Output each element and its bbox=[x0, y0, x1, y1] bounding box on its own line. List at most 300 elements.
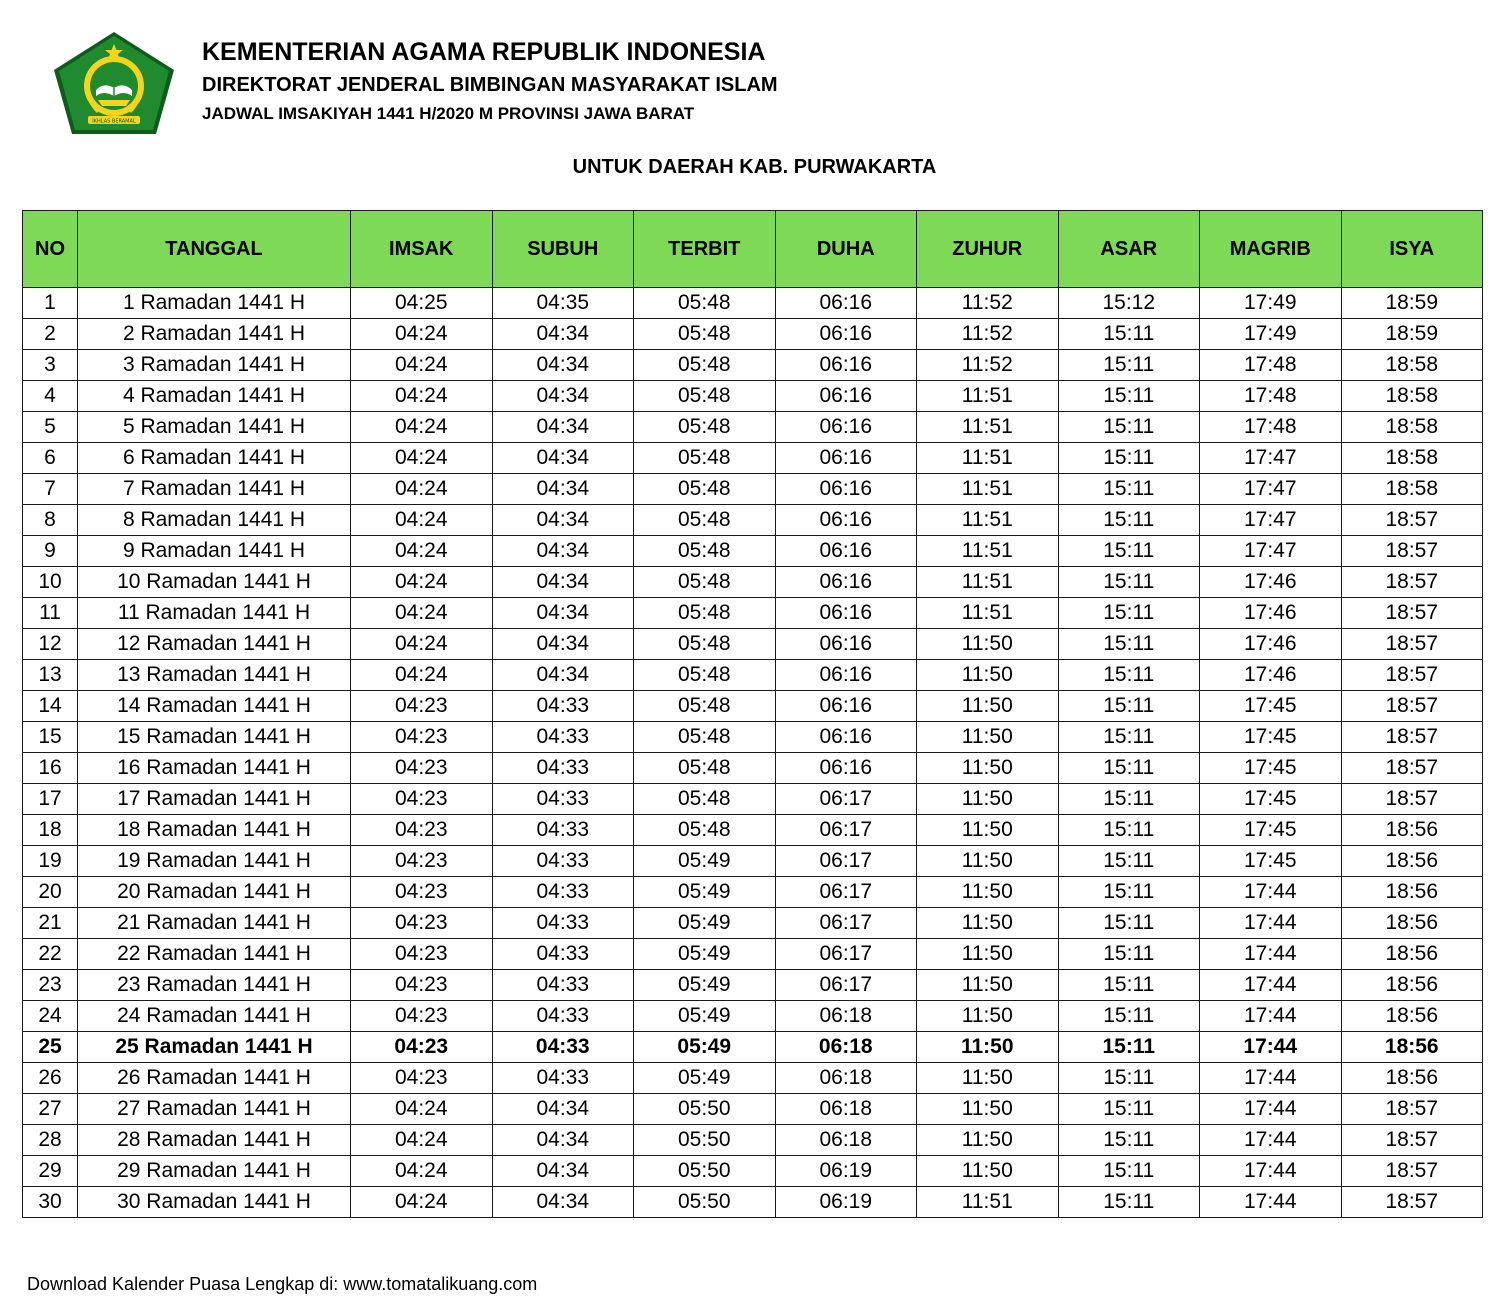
cell-zuhur: 11:50 bbox=[917, 784, 1059, 815]
cell-subuh: 04:33 bbox=[492, 908, 634, 939]
cell-subuh: 04:34 bbox=[492, 350, 634, 381]
cell-duha: 06:16 bbox=[775, 412, 917, 443]
cell-asar: 15:11 bbox=[1058, 629, 1200, 660]
kemenag-logo-icon bbox=[52, 30, 176, 136]
cell-asar: 15:11 bbox=[1058, 1032, 1200, 1063]
cell-tanggal: 20 Ramadan 1441 H bbox=[78, 877, 351, 908]
cell-zuhur: 11:50 bbox=[917, 660, 1059, 691]
cell-zuhur: 11:52 bbox=[917, 319, 1059, 350]
cell-imsak: 04:24 bbox=[351, 1094, 493, 1125]
cell-magrib: 17:44 bbox=[1200, 1187, 1342, 1218]
cell-magrib: 17:47 bbox=[1200, 443, 1342, 474]
cell-duha: 06:17 bbox=[775, 815, 917, 846]
cell-isya: 18:59 bbox=[1341, 288, 1483, 319]
cell-tanggal: 10 Ramadan 1441 H bbox=[78, 567, 351, 598]
cell-subuh: 04:34 bbox=[492, 1187, 634, 1218]
cell-tanggal: 27 Ramadan 1441 H bbox=[78, 1094, 351, 1125]
cell-no: 1 bbox=[23, 288, 78, 319]
cell-magrib: 17:48 bbox=[1200, 412, 1342, 443]
cell-magrib: 17:45 bbox=[1200, 753, 1342, 784]
table-header-row bbox=[23, 211, 1483, 288]
cell-no: 5 bbox=[23, 412, 78, 443]
table-row bbox=[23, 939, 1483, 970]
cell-imsak: 04:25 bbox=[351, 288, 493, 319]
column-header-tanggal: TANGGAL bbox=[78, 211, 351, 288]
cell-isya: 18:59 bbox=[1341, 319, 1483, 350]
table-row bbox=[23, 288, 1483, 319]
cell-imsak: 04:24 bbox=[351, 567, 493, 598]
cell-subuh: 04:33 bbox=[492, 877, 634, 908]
cell-subuh: 04:34 bbox=[492, 443, 634, 474]
cell-magrib: 17:45 bbox=[1200, 691, 1342, 722]
cell-magrib: 17:49 bbox=[1200, 319, 1342, 350]
cell-subuh: 04:33 bbox=[492, 1063, 634, 1094]
cell-zuhur: 11:50 bbox=[917, 908, 1059, 939]
cell-imsak: 04:23 bbox=[351, 691, 493, 722]
column-header-terbit: TERBIT bbox=[634, 211, 776, 288]
cell-isya: 18:57 bbox=[1341, 629, 1483, 660]
column-header-zuhur: ZUHUR bbox=[917, 211, 1059, 288]
cell-duha: 06:17 bbox=[775, 908, 917, 939]
cell-duha: 06:17 bbox=[775, 970, 917, 1001]
cell-tanggal: 19 Ramadan 1441 H bbox=[78, 846, 351, 877]
table-row bbox=[23, 474, 1483, 505]
table-row bbox=[23, 753, 1483, 784]
cell-duha: 06:16 bbox=[775, 753, 917, 784]
cell-terbit: 05:49 bbox=[634, 846, 776, 877]
table-row bbox=[23, 629, 1483, 660]
cell-terbit: 05:48 bbox=[634, 598, 776, 629]
cell-imsak: 04:23 bbox=[351, 1001, 493, 1032]
table-row bbox=[23, 567, 1483, 598]
cell-asar: 15:11 bbox=[1058, 1094, 1200, 1125]
cell-subuh: 04:33 bbox=[492, 1032, 634, 1063]
cell-zuhur: 11:50 bbox=[917, 1156, 1059, 1187]
cell-no: 9 bbox=[23, 536, 78, 567]
table-row bbox=[23, 784, 1483, 815]
imsakiyah-table bbox=[22, 210, 1483, 1218]
cell-tanggal: 2 Ramadan 1441 H bbox=[78, 319, 351, 350]
cell-asar: 15:11 bbox=[1058, 412, 1200, 443]
cell-imsak: 04:24 bbox=[351, 505, 493, 536]
cell-tanggal: 26 Ramadan 1441 H bbox=[78, 1063, 351, 1094]
cell-subuh: 04:34 bbox=[492, 474, 634, 505]
cell-isya: 18:58 bbox=[1341, 381, 1483, 412]
column-header-isya: ISYA bbox=[1341, 211, 1483, 288]
cell-asar: 15:11 bbox=[1058, 877, 1200, 908]
cell-zuhur: 11:50 bbox=[917, 722, 1059, 753]
cell-magrib: 17:45 bbox=[1200, 815, 1342, 846]
cell-no: 30 bbox=[23, 1187, 78, 1218]
cell-magrib: 17:44 bbox=[1200, 1156, 1342, 1187]
table-row bbox=[23, 660, 1483, 691]
cell-duha: 06:17 bbox=[775, 784, 917, 815]
column-header-duha: DUHA bbox=[775, 211, 917, 288]
cell-imsak: 04:23 bbox=[351, 939, 493, 970]
cell-asar: 15:11 bbox=[1058, 443, 1200, 474]
column-header-subuh: SUBUH bbox=[492, 211, 634, 288]
cell-duha: 06:19 bbox=[775, 1156, 917, 1187]
cell-zuhur: 11:51 bbox=[917, 598, 1059, 629]
cell-tanggal: 3 Ramadan 1441 H bbox=[78, 350, 351, 381]
cell-duha: 06:19 bbox=[775, 1187, 917, 1218]
cell-subuh: 04:34 bbox=[492, 381, 634, 412]
cell-tanggal: 11 Ramadan 1441 H bbox=[78, 598, 351, 629]
cell-duha: 06:16 bbox=[775, 722, 917, 753]
cell-tanggal: 23 Ramadan 1441 H bbox=[78, 970, 351, 1001]
cell-no: 20 bbox=[23, 877, 78, 908]
cell-magrib: 17:47 bbox=[1200, 505, 1342, 536]
cell-magrib: 17:45 bbox=[1200, 846, 1342, 877]
cell-asar: 15:11 bbox=[1058, 1001, 1200, 1032]
cell-no: 15 bbox=[23, 722, 78, 753]
cell-no: 21 bbox=[23, 908, 78, 939]
cell-terbit: 05:49 bbox=[634, 970, 776, 1001]
cell-subuh: 04:33 bbox=[492, 1001, 634, 1032]
cell-terbit: 05:49 bbox=[634, 1032, 776, 1063]
cell-imsak: 04:24 bbox=[351, 536, 493, 567]
cell-subuh: 04:33 bbox=[492, 784, 634, 815]
cell-imsak: 04:24 bbox=[351, 660, 493, 691]
table-row bbox=[23, 1094, 1483, 1125]
cell-terbit: 05:48 bbox=[634, 691, 776, 722]
column-header-magrib: MAGRIB bbox=[1200, 211, 1342, 288]
cell-no: 7 bbox=[23, 474, 78, 505]
table-row bbox=[23, 412, 1483, 443]
cell-imsak: 04:24 bbox=[351, 1125, 493, 1156]
cell-imsak: 04:23 bbox=[351, 877, 493, 908]
cell-asar: 15:11 bbox=[1058, 536, 1200, 567]
cell-terbit: 05:48 bbox=[634, 350, 776, 381]
cell-tanggal: 16 Ramadan 1441 H bbox=[78, 753, 351, 784]
cell-no: 14 bbox=[23, 691, 78, 722]
cell-subuh: 04:34 bbox=[492, 567, 634, 598]
table-row bbox=[23, 505, 1483, 536]
cell-no: 4 bbox=[23, 381, 78, 412]
cell-asar: 15:11 bbox=[1058, 939, 1200, 970]
cell-subuh: 04:34 bbox=[492, 505, 634, 536]
cell-imsak: 04:24 bbox=[351, 1187, 493, 1218]
cell-asar: 15:11 bbox=[1058, 1063, 1200, 1094]
cell-duha: 06:16 bbox=[775, 319, 917, 350]
cell-terbit: 05:48 bbox=[634, 319, 776, 350]
cell-subuh: 04:33 bbox=[492, 815, 634, 846]
cell-isya: 18:56 bbox=[1341, 815, 1483, 846]
cell-terbit: 05:48 bbox=[634, 660, 776, 691]
cell-terbit: 05:48 bbox=[634, 536, 776, 567]
cell-subuh: 04:33 bbox=[492, 970, 634, 1001]
cell-imsak: 04:24 bbox=[351, 443, 493, 474]
cell-isya: 18:57 bbox=[1341, 1156, 1483, 1187]
cell-magrib: 17:46 bbox=[1200, 660, 1342, 691]
cell-asar: 15:11 bbox=[1058, 846, 1200, 877]
cell-tanggal: 4 Ramadan 1441 H bbox=[78, 381, 351, 412]
cell-asar: 15:11 bbox=[1058, 1187, 1200, 1218]
cell-isya: 18:56 bbox=[1341, 877, 1483, 908]
cell-zuhur: 11:52 bbox=[917, 288, 1059, 319]
table-row bbox=[23, 846, 1483, 877]
cell-no: 28 bbox=[23, 1125, 78, 1156]
cell-duha: 06:16 bbox=[775, 629, 917, 660]
cell-zuhur: 11:50 bbox=[917, 877, 1059, 908]
cell-magrib: 17:47 bbox=[1200, 474, 1342, 505]
cell-magrib: 17:48 bbox=[1200, 381, 1342, 412]
cell-tanggal: 1 Ramadan 1441 H bbox=[78, 288, 351, 319]
cell-tanggal: 25 Ramadan 1441 H bbox=[78, 1032, 351, 1063]
cell-isya: 18:58 bbox=[1341, 350, 1483, 381]
cell-magrib: 17:44 bbox=[1200, 939, 1342, 970]
table-row bbox=[23, 1156, 1483, 1187]
cell-zuhur: 11:50 bbox=[917, 939, 1059, 970]
cell-imsak: 04:24 bbox=[351, 1156, 493, 1187]
cell-zuhur: 11:50 bbox=[917, 629, 1059, 660]
cell-isya: 18:57 bbox=[1341, 1125, 1483, 1156]
cell-no: 3 bbox=[23, 350, 78, 381]
cell-duha: 06:16 bbox=[775, 381, 917, 412]
cell-magrib: 17:46 bbox=[1200, 567, 1342, 598]
cell-zuhur: 11:51 bbox=[917, 567, 1059, 598]
column-header-asar: ASAR bbox=[1058, 211, 1200, 288]
cell-terbit: 05:48 bbox=[634, 629, 776, 660]
cell-no: 6 bbox=[23, 443, 78, 474]
cell-terbit: 05:48 bbox=[634, 474, 776, 505]
cell-tanggal: 6 Ramadan 1441 H bbox=[78, 443, 351, 474]
table-row bbox=[23, 1063, 1483, 1094]
table-row bbox=[23, 536, 1483, 567]
cell-magrib: 17:46 bbox=[1200, 598, 1342, 629]
cell-isya: 18:57 bbox=[1341, 505, 1483, 536]
cell-magrib: 17:44 bbox=[1200, 877, 1342, 908]
cell-tanggal: 9 Ramadan 1441 H bbox=[78, 536, 351, 567]
cell-duha: 06:18 bbox=[775, 1125, 917, 1156]
cell-imsak: 04:23 bbox=[351, 815, 493, 846]
cell-duha: 06:16 bbox=[775, 350, 917, 381]
cell-asar: 15:11 bbox=[1058, 660, 1200, 691]
cell-imsak: 04:24 bbox=[351, 381, 493, 412]
cell-terbit: 05:49 bbox=[634, 877, 776, 908]
cell-no: 13 bbox=[23, 660, 78, 691]
cell-subuh: 04:35 bbox=[492, 288, 634, 319]
cell-terbit: 05:49 bbox=[634, 908, 776, 939]
cell-zuhur: 11:52 bbox=[917, 350, 1059, 381]
cell-no: 2 bbox=[23, 319, 78, 350]
cell-isya: 18:56 bbox=[1341, 1063, 1483, 1094]
cell-zuhur: 11:50 bbox=[917, 1094, 1059, 1125]
table-row bbox=[23, 598, 1483, 629]
cell-imsak: 04:24 bbox=[351, 319, 493, 350]
cell-no: 19 bbox=[23, 846, 78, 877]
cell-magrib: 17:44 bbox=[1200, 908, 1342, 939]
cell-tanggal: 12 Ramadan 1441 H bbox=[78, 629, 351, 660]
table-row bbox=[23, 319, 1483, 350]
cell-terbit: 05:48 bbox=[634, 815, 776, 846]
cell-zuhur: 11:50 bbox=[917, 1001, 1059, 1032]
cell-isya: 18:57 bbox=[1341, 722, 1483, 753]
cell-tanggal: 15 Ramadan 1441 H bbox=[78, 722, 351, 753]
cell-subuh: 04:34 bbox=[492, 319, 634, 350]
cell-isya: 18:56 bbox=[1341, 1001, 1483, 1032]
cell-isya: 18:57 bbox=[1341, 784, 1483, 815]
table-row bbox=[23, 1187, 1483, 1218]
cell-subuh: 04:34 bbox=[492, 412, 634, 443]
table-body bbox=[23, 288, 1483, 1218]
table-row bbox=[23, 815, 1483, 846]
cell-no: 12 bbox=[23, 629, 78, 660]
table-row bbox=[23, 908, 1483, 939]
cell-magrib: 17:44 bbox=[1200, 1001, 1342, 1032]
cell-imsak: 04:23 bbox=[351, 722, 493, 753]
cell-isya: 18:58 bbox=[1341, 474, 1483, 505]
cell-subuh: 04:33 bbox=[492, 691, 634, 722]
cell-tanggal: 14 Ramadan 1441 H bbox=[78, 691, 351, 722]
cell-terbit: 05:50 bbox=[634, 1187, 776, 1218]
cell-magrib: 17:45 bbox=[1200, 722, 1342, 753]
cell-isya: 18:56 bbox=[1341, 1032, 1483, 1063]
cell-imsak: 04:23 bbox=[351, 753, 493, 784]
cell-isya: 18:56 bbox=[1341, 846, 1483, 877]
cell-zuhur: 11:51 bbox=[917, 536, 1059, 567]
cell-duha: 06:16 bbox=[775, 691, 917, 722]
cell-isya: 18:58 bbox=[1341, 412, 1483, 443]
cell-terbit: 05:48 bbox=[634, 381, 776, 412]
cell-tanggal: 18 Ramadan 1441 H bbox=[78, 815, 351, 846]
cell-terbit: 05:48 bbox=[634, 412, 776, 443]
cell-asar: 15:11 bbox=[1058, 753, 1200, 784]
cell-no: 24 bbox=[23, 1001, 78, 1032]
cell-isya: 18:57 bbox=[1341, 1187, 1483, 1218]
cell-isya: 18:57 bbox=[1341, 660, 1483, 691]
column-header-imsak: IMSAK bbox=[351, 211, 493, 288]
cell-subuh: 04:33 bbox=[492, 939, 634, 970]
cell-terbit: 05:48 bbox=[634, 567, 776, 598]
cell-subuh: 04:34 bbox=[492, 629, 634, 660]
cell-no: 10 bbox=[23, 567, 78, 598]
cell-asar: 15:11 bbox=[1058, 1125, 1200, 1156]
cell-no: 25 bbox=[23, 1032, 78, 1063]
cell-isya: 18:57 bbox=[1341, 598, 1483, 629]
table-row bbox=[23, 691, 1483, 722]
cell-magrib: 17:49 bbox=[1200, 288, 1342, 319]
cell-duha: 06:16 bbox=[775, 474, 917, 505]
cell-no: 29 bbox=[23, 1156, 78, 1187]
cell-zuhur: 11:51 bbox=[917, 474, 1059, 505]
cell-no: 22 bbox=[23, 939, 78, 970]
cell-zuhur: 11:50 bbox=[917, 846, 1059, 877]
cell-asar: 15:11 bbox=[1058, 505, 1200, 536]
cell-subuh: 04:34 bbox=[492, 1094, 634, 1125]
cell-subuh: 04:34 bbox=[492, 598, 634, 629]
cell-magrib: 17:45 bbox=[1200, 784, 1342, 815]
cell-zuhur: 11:50 bbox=[917, 1125, 1059, 1156]
cell-asar: 15:11 bbox=[1058, 722, 1200, 753]
cell-magrib: 17:44 bbox=[1200, 1125, 1342, 1156]
cell-no: 8 bbox=[23, 505, 78, 536]
cell-no: 18 bbox=[23, 815, 78, 846]
cell-no: 23 bbox=[23, 970, 78, 1001]
cell-subuh: 04:34 bbox=[492, 536, 634, 567]
cell-terbit: 05:48 bbox=[634, 288, 776, 319]
cell-asar: 15:11 bbox=[1058, 319, 1200, 350]
cell-duha: 06:16 bbox=[775, 567, 917, 598]
table-row bbox=[23, 1001, 1483, 1032]
cell-asar: 15:11 bbox=[1058, 474, 1200, 505]
cell-terbit: 05:49 bbox=[634, 939, 776, 970]
table-row bbox=[23, 970, 1483, 1001]
ministry-title: KEMENTERIAN AGAMA REPUBLIK INDONESIA bbox=[202, 38, 766, 66]
cell-terbit: 05:50 bbox=[634, 1094, 776, 1125]
footer-download-note: Download Kalender Puasa Lengkap di: www.tomatalikuang.com bbox=[27, 1274, 538, 1294]
cell-terbit: 05:50 bbox=[634, 1156, 776, 1187]
cell-subuh: 04:34 bbox=[492, 660, 634, 691]
cell-duha: 06:18 bbox=[775, 1032, 917, 1063]
table-row bbox=[23, 381, 1483, 412]
cell-imsak: 04:24 bbox=[351, 598, 493, 629]
cell-asar: 15:11 bbox=[1058, 598, 1200, 629]
cell-imsak: 04:23 bbox=[351, 1063, 493, 1094]
table-row bbox=[23, 1032, 1483, 1063]
cell-tanggal: 7 Ramadan 1441 H bbox=[78, 474, 351, 505]
cell-terbit: 05:48 bbox=[634, 722, 776, 753]
cell-zuhur: 11:50 bbox=[917, 1063, 1059, 1094]
cell-isya: 18:57 bbox=[1341, 691, 1483, 722]
cell-isya: 18:57 bbox=[1341, 753, 1483, 784]
cell-no: 16 bbox=[23, 753, 78, 784]
directorate-title: DIREKTORAT JENDERAL BIMBINGAN MASYARAKAT ISLAM bbox=[202, 74, 778, 96]
cell-terbit: 05:48 bbox=[634, 784, 776, 815]
cell-zuhur: 11:51 bbox=[917, 1187, 1059, 1218]
cell-isya: 18:56 bbox=[1341, 939, 1483, 970]
cell-terbit: 05:48 bbox=[634, 753, 776, 784]
table-row bbox=[23, 722, 1483, 753]
cell-asar: 15:11 bbox=[1058, 1156, 1200, 1187]
cell-tanggal: 13 Ramadan 1441 H bbox=[78, 660, 351, 691]
cell-imsak: 04:23 bbox=[351, 908, 493, 939]
cell-asar: 15:11 bbox=[1058, 381, 1200, 412]
table-row bbox=[23, 350, 1483, 381]
cell-isya: 18:57 bbox=[1341, 567, 1483, 598]
cell-isya: 18:56 bbox=[1341, 970, 1483, 1001]
cell-terbit: 05:48 bbox=[634, 443, 776, 474]
cell-magrib: 17:44 bbox=[1200, 1063, 1342, 1094]
cell-tanggal: 17 Ramadan 1441 H bbox=[78, 784, 351, 815]
cell-terbit: 05:49 bbox=[634, 1063, 776, 1094]
cell-imsak: 04:23 bbox=[351, 846, 493, 877]
cell-duha: 06:18 bbox=[775, 1094, 917, 1125]
cell-imsak: 04:23 bbox=[351, 1032, 493, 1063]
cell-tanggal: 28 Ramadan 1441 H bbox=[78, 1125, 351, 1156]
cell-tanggal: 24 Ramadan 1441 H bbox=[78, 1001, 351, 1032]
cell-magrib: 17:46 bbox=[1200, 629, 1342, 660]
cell-tanggal: 22 Ramadan 1441 H bbox=[78, 939, 351, 970]
cell-duha: 06:18 bbox=[775, 1063, 917, 1094]
cell-no: 27 bbox=[23, 1094, 78, 1125]
cell-duha: 06:16 bbox=[775, 443, 917, 474]
cell-magrib: 17:44 bbox=[1200, 1032, 1342, 1063]
cell-no: 11 bbox=[23, 598, 78, 629]
cell-duha: 06:18 bbox=[775, 1001, 917, 1032]
cell-isya: 18:56 bbox=[1341, 908, 1483, 939]
cell-duha: 06:17 bbox=[775, 939, 917, 970]
cell-magrib: 17:44 bbox=[1200, 1094, 1342, 1125]
cell-isya: 18:57 bbox=[1341, 536, 1483, 567]
cell-asar: 15:11 bbox=[1058, 784, 1200, 815]
table-row bbox=[23, 1125, 1483, 1156]
column-header-no: NO bbox=[23, 211, 78, 288]
cell-zuhur: 11:50 bbox=[917, 1032, 1059, 1063]
cell-tanggal: 29 Ramadan 1441 H bbox=[78, 1156, 351, 1187]
cell-no: 17 bbox=[23, 784, 78, 815]
cell-zuhur: 11:51 bbox=[917, 505, 1059, 536]
